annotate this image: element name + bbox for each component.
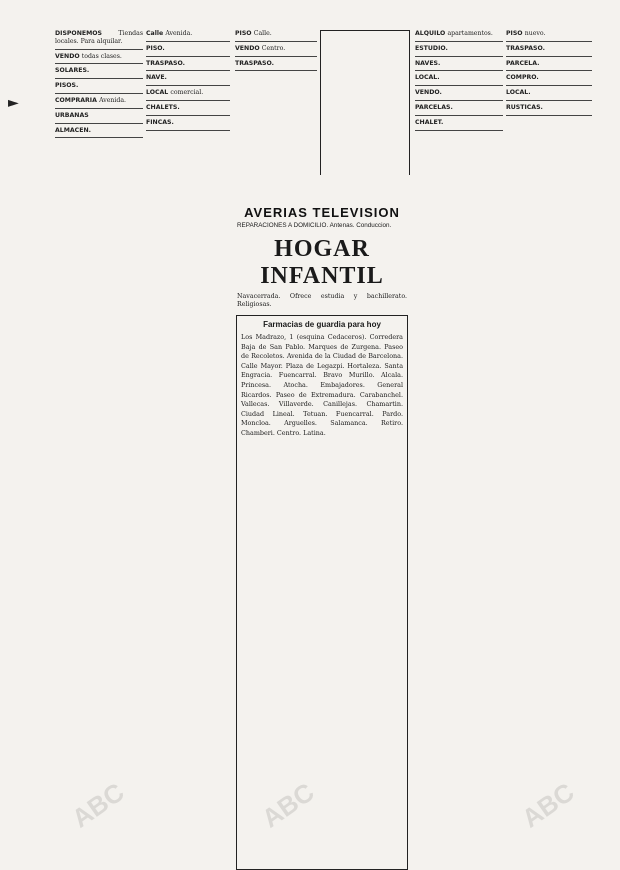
divider — [146, 85, 230, 86]
divider — [55, 123, 143, 124]
classified-ad: TRASPASO. — [235, 59, 274, 67]
classified-ad: PARCELAS. — [415, 103, 453, 111]
classified-ad: RUSTICAS. — [506, 103, 543, 111]
arrow-marker-icon: ► — [8, 95, 19, 111]
classified-ad: SOLARES. — [55, 67, 90, 75]
classified-ad: PISOS. — [55, 82, 79, 90]
divider — [146, 70, 230, 71]
divider — [235, 56, 317, 57]
hogar-sub: Navacerrada. Ofrece estudia y bachillerato. Religiosas. — [237, 293, 407, 308]
divider — [506, 70, 592, 71]
divider — [55, 137, 143, 138]
divider — [146, 130, 230, 131]
classified-ad: ALMACEN. — [55, 126, 91, 134]
divider — [235, 41, 317, 42]
divider — [415, 70, 503, 71]
column-1-ads — [55, 30, 143, 138]
divider — [55, 108, 143, 109]
classified-ad: COMPRARIA Avenida. — [55, 96, 127, 104]
divider — [506, 41, 592, 42]
classified-ad: PARCELA. — [506, 59, 540, 67]
column-4-ads — [415, 30, 503, 131]
classified-ad: TRASPASO. — [506, 44, 545, 52]
classifieds-column-5 — [506, 30, 592, 846]
classified-ad: ALQUILO apartamentos. — [415, 30, 493, 37]
classifieds-column-1 — [55, 30, 143, 846]
classified-ad: DISPONEMOS Tiendas locales. Para alquilar. — [55, 30, 143, 45]
classified-ad: CHALET. — [415, 118, 444, 126]
divider — [146, 56, 230, 57]
abc-watermark: ABC — [516, 776, 580, 834]
classifieds-column-4 — [415, 30, 503, 846]
divider — [415, 41, 503, 42]
divider — [506, 115, 592, 116]
classified-ad: TRASPASO. — [146, 59, 185, 67]
divider — [235, 70, 317, 71]
classified-ad: FINCAS. — [146, 118, 174, 126]
divider — [146, 41, 230, 42]
classified-ad: Calle Avenida. — [146, 30, 193, 37]
classified-ad: CHALETS. — [146, 103, 180, 111]
classified-ad: LOCAL. — [506, 89, 531, 97]
hogar-title: HOGAR INFANTIL — [260, 236, 384, 289]
pharmacy-box — [236, 315, 408, 870]
divider — [506, 100, 592, 101]
abc-watermark: ABC — [66, 776, 130, 834]
classified-ad: VENDO todas clases. — [55, 52, 122, 60]
divider — [415, 115, 503, 116]
divider — [55, 49, 143, 50]
divider — [55, 63, 143, 64]
classified-ad: VENDO. — [415, 89, 442, 97]
tv-repair-sub: REPARACIONES A DOMICILIO. Antenas. Conduccion. — [237, 222, 392, 229]
classifieds-column-3 — [235, 30, 317, 164]
divider — [415, 85, 503, 86]
divider — [415, 130, 503, 131]
classified-ad: PISO nuevo. — [506, 30, 546, 37]
classified-ad: LOCAL comercial. — [146, 89, 204, 97]
divider — [55, 78, 143, 79]
divider — [506, 85, 592, 86]
divider — [415, 100, 503, 101]
divider — [146, 100, 230, 101]
classified-ad: ESTUDIO. — [415, 44, 448, 52]
divider — [415, 56, 503, 57]
classified-ad: NAVES. — [415, 59, 441, 67]
classified-ad: URBANAS — [55, 111, 89, 119]
classifieds-column-2 — [146, 30, 230, 846]
pharmacy-title: Farmacias de guardia para hoy — [263, 320, 381, 329]
classified-ad: COMPRO. — [506, 74, 539, 82]
classified-ad: NAVE. — [146, 74, 167, 82]
divider — [55, 93, 143, 94]
divider — [506, 56, 592, 57]
column-5-ads — [506, 30, 592, 116]
classified-ad: PISO. — [146, 44, 165, 52]
boxed-ad — [320, 30, 410, 192]
column-3-ads — [235, 30, 317, 71]
pharmacy-body: Los Madrazo, 1 (esquina Cedaceros). Corredera Baja de San Pablo. Marques de Zurgena. Paseo de Recoletos. Avenida de la Ciudad de Barcelona. Calle Mayor. Plaza de Legazpi. Hortaleza. Santa Engracia. Fuencarral. Bravo Murillo. Alcala. Princesa. Atocha. Embajadores. General Ricardos. Paseo de Extremadura. Carabanchel. Vallecas. Villaverde. Canillejas. Chamartin. Ciudad Lineal. Tetuan. Fuencarral. Pardo. Moncloa. Arguelles. Salamanca. Retiro. Chamberi. Centro. Latina. — [241, 333, 403, 437]
classified-ad: LOCAL. — [415, 74, 440, 82]
divider — [146, 115, 230, 116]
abc-watermark: ABC — [256, 776, 320, 834]
classified-ad: PISO Calle. — [235, 30, 272, 37]
center-feature — [233, 175, 411, 855]
column-2-ads — [146, 30, 230, 131]
classified-ad: VENDO Centro. — [235, 44, 286, 52]
tv-repair-title: AVERIAS TELEVISION — [244, 205, 400, 220]
